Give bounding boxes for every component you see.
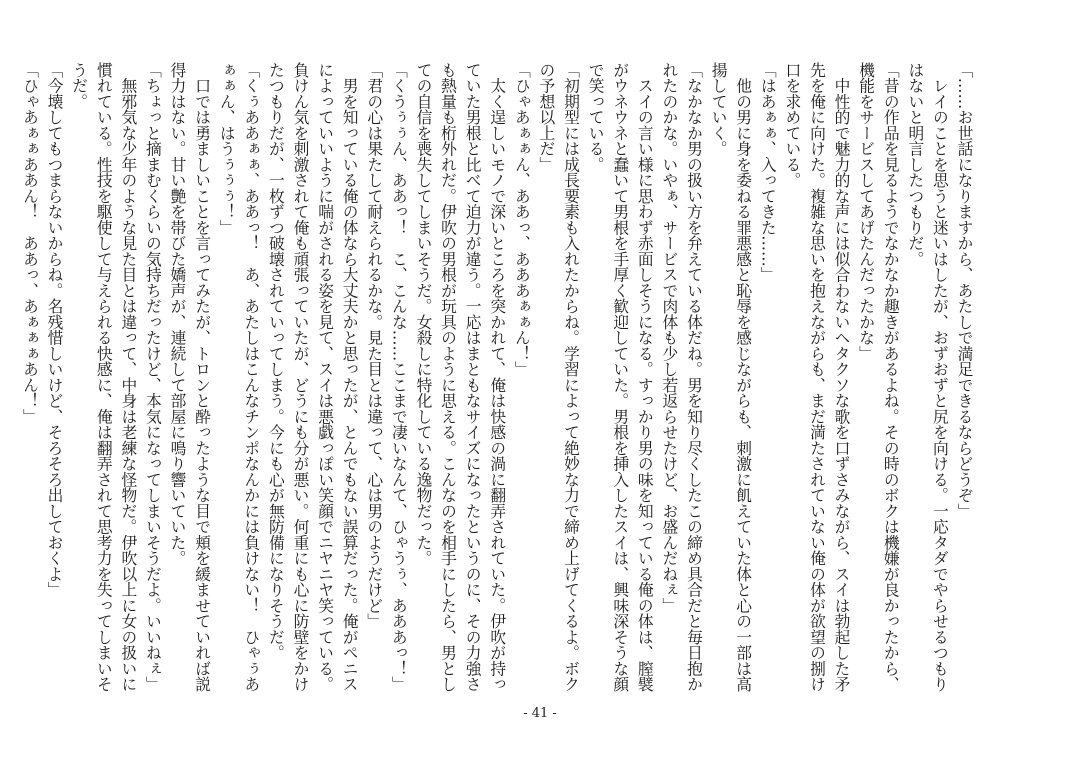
paragraph: 「初期型には成長要素も入れたからね。学習によって絶妙な力で締め上げてくるよ。ボクの予想以上だ」 — [536, 62, 581, 692]
paragraph: 太く逞しいモノで深いところを突かれて、俺は快感の渦に翻弄されていた。伊吹が持っていた男根と比べて迫力が違う。一応はまともなサイズになったというのに、その力強さも熱量も桁外れだ。伊吹の男根が玩具のように思える。こんなのを相手にしたら、男としての自信を喪失してしまいそうだ。女殺しに特化している逸物だった。 — [413, 62, 507, 692]
paragraph: 「くうぅぅん、ああっ！ こ、こんな……ここまで凄いなんて、ひゃうぅ、あああっ！」 — [389, 62, 409, 692]
paragraph: 無邪気な少年のような見た目とは違って、中身は老練な怪物だ。伊吹以上に女の扱いに慣れている。性技を駆使して与えられる快感に、俺は翻弄されて思考力を失ってしまいそうだ。 — [69, 62, 138, 692]
paragraph: 「くぅああぁぁ、ああっ！ あ、あたしはこんなチンポなんかには負けない！ ひゃぅあぁぁん、はうぅぅぅ！」 — [217, 62, 261, 692]
paragraph: 「ひゃあぁぁああん！ ああっ、あぁぁぁあん！」 — [20, 62, 40, 425]
page-number: - 41 - — [523, 706, 557, 721]
paragraph: 「ちょっと摘まむくらいの気持ちだったけど、本気になってしまいそうだよ。いいねぇ」 — [143, 62, 163, 692]
paragraph: 男を知っている俺の体なら大丈夫かと思ったが、とんでもない誤算だった。俺がペニスによっていいように喘がされる姿を見て、スイは悪戯っぽい笑顔でニヤニヤ笑っている。負けん気を刺激されて俺も頑張っていたが、どうにも分が悪い。何重にも心に防壁をかけたつもりだが、一枚ずつ破壊されていってしまう。今にも心が無防備になりそうだ。 — [266, 62, 360, 692]
vertical-text-body — [20, 62, 976, 692]
paragraph: 「ひゃあぁぁん、ああっ、あああぁぁん！」 — [512, 62, 532, 377]
paragraph: スイの言い様に思わず赤面しそうになる。すっかり男の味を知っている俺の体は、膣襞がウネウネと蠢いて男根を手厚く歓迎していた。男根を挿入したスイは、興味深そうな顔で笑っている。 — [586, 62, 655, 692]
paragraph: 「今壊してもつまらないからね。名残惜しいけど、そろそろ出しておくよ」 — [45, 62, 65, 598]
paragraph: 「はあぁぁ、入ってきた……」 — [758, 62, 778, 283]
paragraph: レイのことを思うと迷いはしたが、おずおずと尻を向ける。一応タダでやらせるつもりはないと明言したつもりだ。 — [905, 62, 950, 692]
paragraph: 「昔の作品を見るようでなかなか趣きがあるよね。その時のボクは機嫌が良かったから、機能をサービスしてあげたんだったかな」 — [856, 62, 901, 692]
paragraph: 「……お世話になりますから、あたしで満足できるならどうぞ」 — [955, 62, 974, 519]
paragraph: 中性的で魅力的な声には似合わないヘタクソな歌を口ずさみながら、スイは勃起した矛先を俺に向けた。複雑な思いを抱えながらも、まだ満たされていない俺の体が欲望の捌け口を求めている。 — [782, 62, 852, 692]
paragraph: 口では勇ましいことを言ってみたが、トロンと酔ったような目で頬を緩ませていれば説得力はない。甘い艶を帯びた嬌声が、連続して部屋に鳴り響いていた。 — [168, 62, 212, 692]
paragraph: 「なかなか男の扱い方を弁えている体だね。男を知り尽くしたこの締め具合だと毎日抱かれたのかな。いやぁ、サービスで肉体も少し若返らせたけど、お盛んだねぇ」 — [659, 62, 704, 692]
paragraph: 「君の心は果たして耐えられるかな。見た目とは違って、心は男のようだけど」 — [364, 62, 384, 629]
paragraph: 他の男に身を委ねる罪悪感と恥辱を感じながらも、刺激に飢えていた体と心の一部は高揚していく。 — [709, 62, 753, 692]
